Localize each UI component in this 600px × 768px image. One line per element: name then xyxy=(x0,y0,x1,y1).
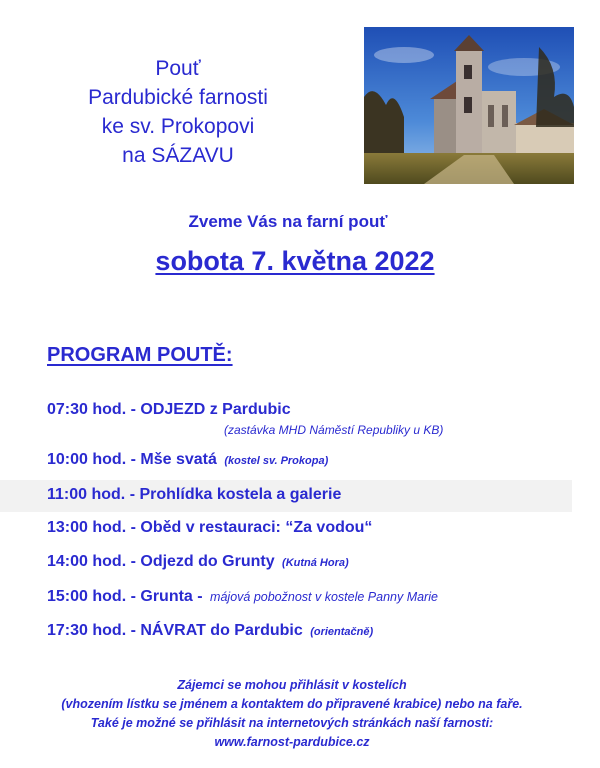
row-note: (Kutná Hora) xyxy=(282,557,349,569)
pilgrimage-title xyxy=(36,54,320,170)
row-note: (orientačně) xyxy=(310,626,374,638)
row-text: - Odjezd do Grunty xyxy=(130,553,275,570)
row-text: - Mše svatá xyxy=(130,451,217,468)
event-date: sobota 7. května 2022 xyxy=(155,246,435,276)
row-time: 13:00 hod. xyxy=(47,519,127,536)
row-text: - Grunta - xyxy=(130,588,203,605)
parish-website: www.farnost-pardubice.cz xyxy=(214,735,370,749)
registration-info xyxy=(0,676,592,752)
row-text: - NÁVRAT do Pardubic xyxy=(130,622,303,639)
row-note: (kostel sv. Prokopa) xyxy=(224,455,329,467)
row-time: 17:30 hod. xyxy=(47,622,127,639)
invitation-text: Zveme Vás na farní pouť xyxy=(188,212,388,231)
row-time: 14:00 hod. xyxy=(47,553,127,570)
title-line-1: Pouť xyxy=(155,57,201,80)
title-line-3: ke sv. Prokopovi xyxy=(101,115,255,138)
row-time: 11:00 hod. xyxy=(47,486,126,503)
program-row xyxy=(47,486,341,504)
row-time: 15:00 hod. xyxy=(47,588,127,605)
program-row xyxy=(47,451,328,469)
row-note: májová pobožnost v kostele Panny Marie xyxy=(210,590,438,604)
departure-note: (zastávka MHD Náměstí Republiky u KB) xyxy=(224,423,444,437)
footer-line-1: Zájemci se mohou přihlásit v kostelích xyxy=(177,678,407,692)
title-line-2: Pardubické farnosti xyxy=(88,86,268,109)
footer-line-2: (vhozením lístku se jménem a kontaktem do připravené krabice) nebo na faře. xyxy=(61,697,523,711)
row-text: - Oběd v restauraci: “Za vodou“ xyxy=(130,519,373,536)
row-text: - ODJEZD z Pardubic xyxy=(130,401,291,418)
row-time: 10:00 hod. xyxy=(47,451,127,468)
row-text: - Prohlídka kostela a galerie xyxy=(129,486,342,503)
program-row xyxy=(47,588,438,606)
monastery-photo xyxy=(364,27,574,184)
program-row xyxy=(47,519,372,537)
row-time: 07:30 hod. xyxy=(47,401,127,418)
program-row xyxy=(47,553,349,571)
footer-line-3: Také je možné se přihlásit na internetových stránkách naší farnosti: xyxy=(90,716,494,730)
title-line-4: na SÁZAVU xyxy=(122,144,234,167)
program-row xyxy=(47,401,291,419)
program-heading: PROGRAM POUTĚ: xyxy=(47,344,233,366)
program-row xyxy=(47,622,373,640)
